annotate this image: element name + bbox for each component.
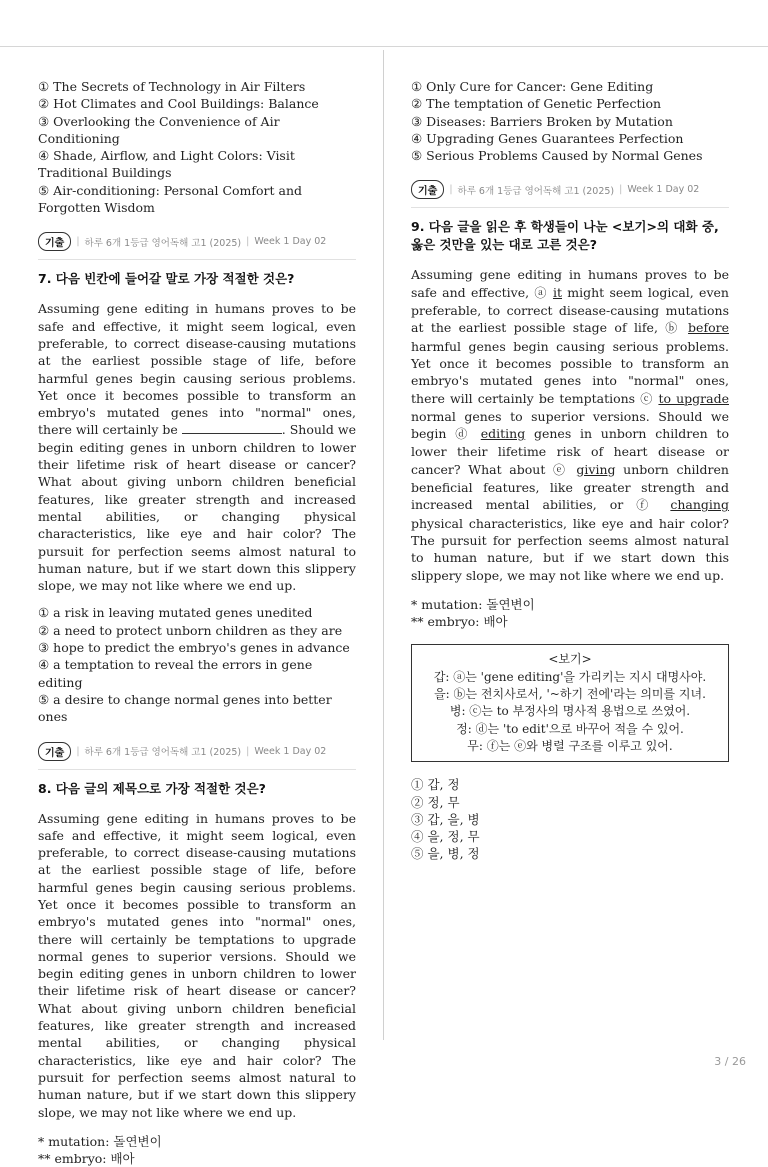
source-week: Week 1 Day 02 xyxy=(627,184,700,196)
exam-badge: 기출 xyxy=(38,742,71,761)
option-5: ⑤ Serious Problems Caused by Normal Genes xyxy=(411,148,703,164)
tag-separator: | xyxy=(76,745,80,757)
option-1: ① The Secrets of Technology in Air Filters xyxy=(38,79,306,94)
q9-text: normal genes to superior versions. Should we begin xyxy=(411,408,729,442)
q9-text: physical characteristics, like eye and hair color? The pursuit for perfection seems almost natural to human nature, but if we start down this slippery slope, we may not like where we end up. xyxy=(411,515,729,583)
option-5: ⑤ 을, 병, 정 xyxy=(411,846,480,862)
q7-passage-part2: . Should we begin editing genes in unborn children to lower their lifetime risk of heart disease or cancer? What about giving unborn children beneficial features, like greater strength and increased mental abilities, or changing physical characteristics, like eye and hair color? The pursuit for perfection seems almost natural to human nature, but if we start down this slippery slope, we may not like where we end up. xyxy=(38,422,357,594)
bogi-line: 무: ⓕ는 ⓔ와 병렬 구조를 이루고 있어. xyxy=(467,738,673,753)
marker-d: ⓓ xyxy=(455,427,472,442)
bogi-line: 갑: ⓐ는 'gene editing'을 가리키는 지시 대명사야. xyxy=(433,669,707,684)
option-1: ① Only Cure for Cancer: Gene Editing xyxy=(411,79,654,94)
source-book: 하루 6개 1등급 영어독해 고1 (2025) xyxy=(457,185,615,197)
option-2: ② Hot Climates and Cool Buildings: Balance xyxy=(38,96,319,112)
bogi-line: 정: ⓓ는 'to edit'으로 바꾸어 적을 수 있어. xyxy=(456,721,684,736)
q8-title: 8. 다음 글의 제목으로 가장 적절한 것은? xyxy=(38,780,266,796)
marker-b: ⓑ xyxy=(665,321,681,336)
underlined-c: to upgrade xyxy=(658,390,729,406)
source-week: Week 1 Day 02 xyxy=(254,745,327,757)
marker-e: ⓔ xyxy=(553,462,569,477)
q9-text: harmful genes begin causing serious problems. Yet once it becomes possible to transform an embryo's mutated genes into "normal" ones, there will certainly be temptations xyxy=(411,338,729,406)
q9-passage xyxy=(411,266,729,583)
header-rule xyxy=(0,46,768,47)
page-number: 3 / 26 xyxy=(714,1055,746,1068)
footnote-embryo: ** embryo: 배아 xyxy=(38,1151,135,1167)
bogi-line: 병: ⓒ는 to 부정사의 명사적 용법으로 쓰였어. xyxy=(449,704,691,719)
option-2: ② a need to protect unborn children as they are xyxy=(38,622,343,638)
source-tag xyxy=(38,742,356,761)
source-week: Week 1 Day 02 xyxy=(254,236,327,248)
underlined-b: before xyxy=(688,320,729,336)
option-1: ① a risk in leaving mutated genes unedited xyxy=(38,605,313,621)
tag-separator: | xyxy=(246,236,250,248)
option-3: ③ hope to predict the embryo's genes in advance xyxy=(38,640,350,656)
q8-passage: Assuming gene editing in humans proves to be safe and effective, it might seem logical, even preferable, to correct disease-causing mutations at the earliest possible stage of life, before harmful genes begin causing serious problems. Yet once it becomes possible to transform an embryo's mutated genes into "normal" ones, there will certainly be temptations to upgrade normal genes to superior versions. Should we begin editing genes in unborn children to lower their lifetime risk of heart disease or cancer? What about giving unborn children beneficial features, like greater strength and increased mental abilities, or changing physical characteristics, like eye and hair color? The pursuit for perfection seems almost natural to human nature, but if we start down this slippery slope, we may not like where we end up. xyxy=(38,810,356,1120)
footnote-embryo: ** embryo: 배아 xyxy=(411,614,508,630)
q7-passage-part1: Assuming gene editing in humans proves to be safe and effective, it might seem logical, even preferable, to correct disease-causing mutations at the earliest possible stage of life, before harmful genes begin causing serious problems. Yet once it becomes possible to transform an embryo's mutated genes into "normal" ones, there will certainly be xyxy=(38,301,356,438)
q9-text: unborn children beneficial features, like greater strength and increased mental abilities, or xyxy=(411,461,729,513)
source-book: 하루 6개 1등급 영어독해 고1 (2025) xyxy=(84,237,242,249)
tag-rule xyxy=(38,769,356,770)
option-4: ④ Upgrading Genes Guarantees Perfection xyxy=(411,130,684,146)
marker-c: ⓒ xyxy=(640,391,654,406)
tag-rule xyxy=(411,207,729,208)
q9-text: might seem logical, even preferable, to correct disease-causing mutations at the earliest possible stage of life, xyxy=(411,284,729,336)
q7-title: 7. 다음 빈칸에 들어갈 말로 가장 적절한 것은? xyxy=(38,271,295,287)
source-tag xyxy=(38,232,356,251)
option-4: ④ a temptation to reveal the errors in gene editing xyxy=(38,657,313,690)
option-1: ① 갑, 정 xyxy=(411,777,460,793)
option-3: ③ Overlooking the Convenience of Air Conditioning xyxy=(38,113,280,146)
q9-title: 9. 다음 글을 읽은 후 학생들이 나눈 <보기>의 대화 중, 옳은 것만을 있는 대로 고른 것은? xyxy=(411,219,719,253)
tag-rule xyxy=(38,259,356,260)
q9-options xyxy=(411,776,729,862)
underlined-f: changing xyxy=(670,497,729,513)
q8-options xyxy=(411,78,729,164)
underlined-d: editing xyxy=(480,426,526,442)
marker-f: ⓕ xyxy=(636,498,658,513)
bogi-title: <보기> xyxy=(548,652,592,667)
footnote-mutation: * mutation: 돌연변이 xyxy=(411,596,535,612)
option-3: ③ Diseases: Barriers Broken by Mutation xyxy=(411,113,673,129)
answer-blank xyxy=(182,422,282,434)
underlined-e: giving xyxy=(576,461,616,477)
option-2: ② 정, 무 xyxy=(411,794,460,810)
tag-separator: | xyxy=(619,184,623,196)
exam-badge: 기출 xyxy=(411,180,444,199)
underlined-a: it xyxy=(552,284,562,300)
option-5: ⑤ Air-conditioning: Personal Comfort and Forgotten Wisdom xyxy=(38,182,303,216)
q7-passage xyxy=(38,300,356,594)
option-4: ④ Shade, Airflow, and Light Colors: Visit Traditional Buildings xyxy=(38,148,295,181)
option-4: ④ 을, 정, 무 xyxy=(411,829,480,845)
bogi-line: 을: ⓑ는 전치사로서, '~하기 전에'라는 의미를 지녀. xyxy=(434,687,706,702)
left-column xyxy=(38,78,356,1167)
column-divider xyxy=(383,50,384,1040)
q9-text: Assuming gene editing in humans proves to be safe and effective, xyxy=(411,267,729,300)
bogi-box xyxy=(411,644,729,762)
tag-separator: | xyxy=(449,184,453,196)
source-book: 하루 6개 1등급 영어독해 고1 (2025) xyxy=(84,747,242,758)
option-2: ② The temptation of Genetic Perfection xyxy=(411,96,662,112)
tag-separator: | xyxy=(246,745,250,757)
footnote-mutation: * mutation: 돌연변이 xyxy=(38,1133,162,1149)
exam-badge: 기출 xyxy=(38,232,71,251)
marker-a: ⓐ xyxy=(534,285,548,300)
tag-separator: | xyxy=(76,236,80,248)
q9-footnotes xyxy=(411,596,729,631)
q6-options xyxy=(38,78,356,216)
q9-text: genes in unborn children to lower their lifetime risk of heart disease or cancer? What about xyxy=(411,426,729,477)
source-tag xyxy=(411,180,729,199)
q7-options xyxy=(38,604,356,725)
option-3: ③ 갑, 을, 병 xyxy=(411,811,480,827)
right-column xyxy=(411,78,729,863)
q8-footnotes xyxy=(38,1133,356,1167)
option-5: ⑤ a desire to change normal genes into better ones xyxy=(38,691,332,725)
